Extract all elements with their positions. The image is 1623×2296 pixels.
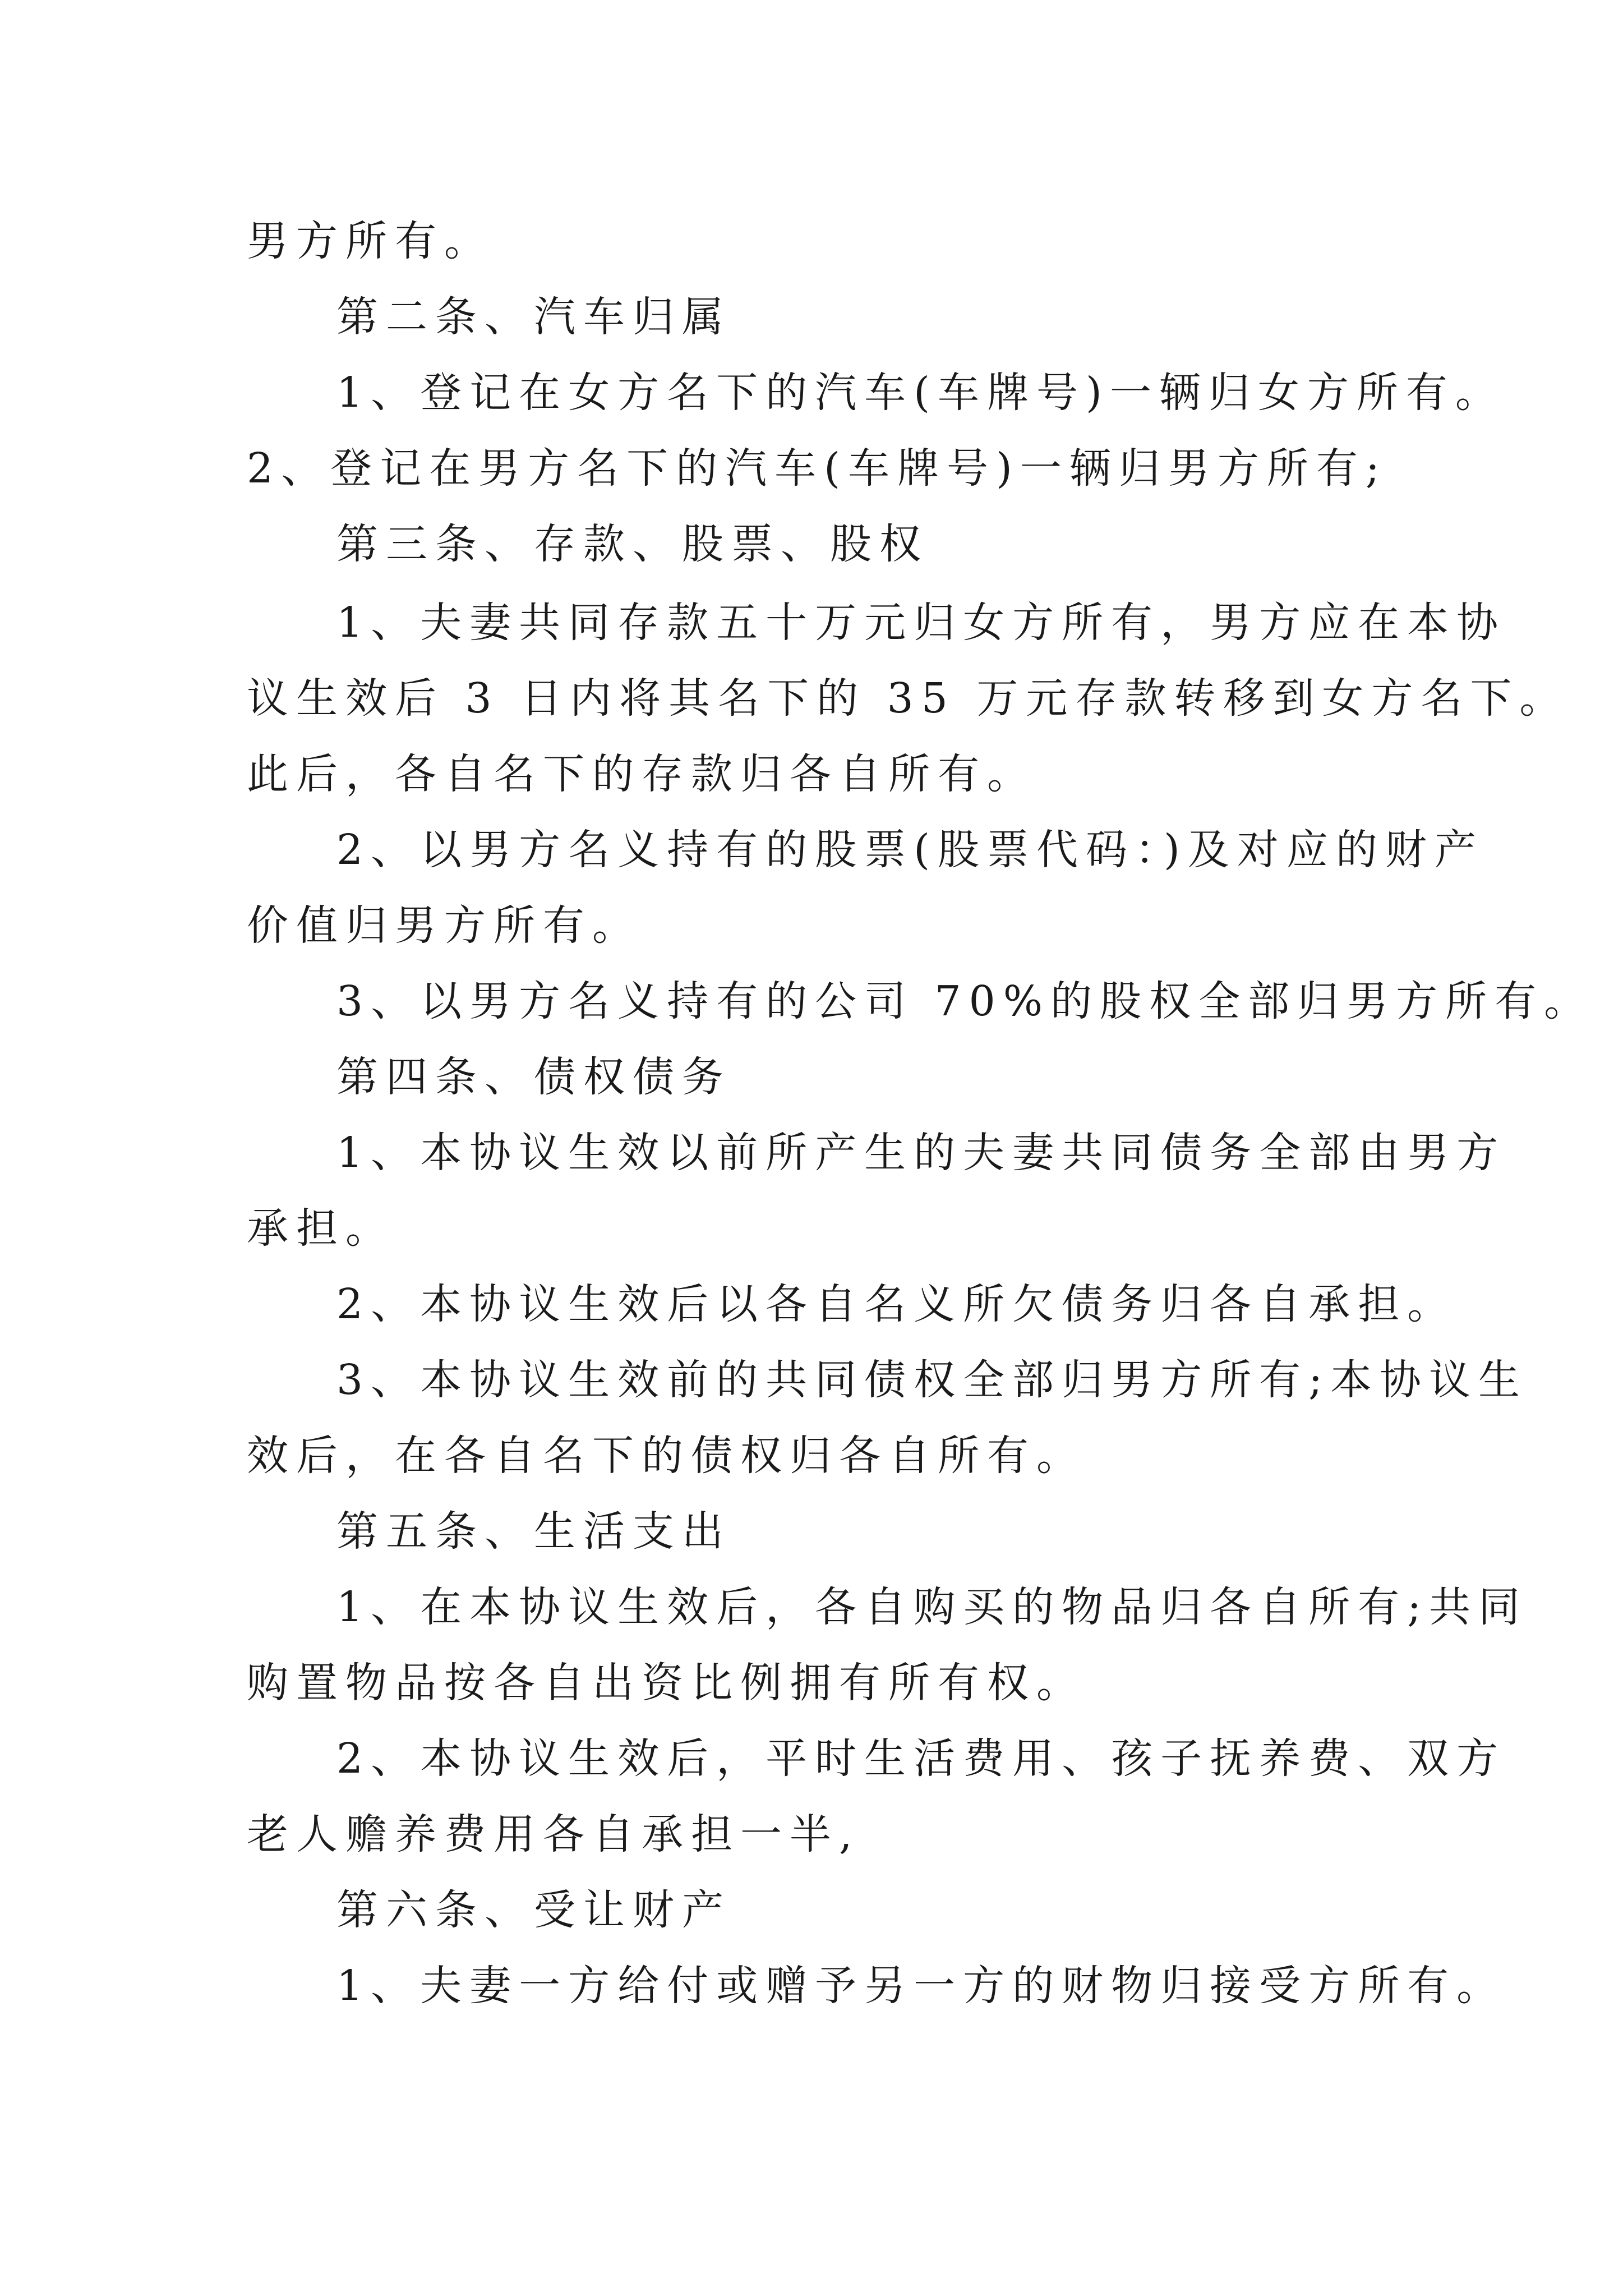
paragraph-line: 效后，在各自名下的债权归各自所有。 <box>247 1432 1086 1480</box>
section-heading: 第四条、债权债务 <box>336 1053 731 1101</box>
section-heading: 第五条、生活支出 <box>336 1507 731 1556</box>
paragraph-line: 3、以男方名义持有的公司 70%的股权全部归男方所有。 <box>336 977 1594 1025</box>
paragraph-line: 3、本协议生效前的共同债权全部归男方所有;本协议生 <box>336 1356 1528 1404</box>
paragraph-line: 1、夫妻共同存款五十万元归女方所有，男方应在本协 <box>336 599 1506 647</box>
section-heading: 第三条、存款、股票、股权 <box>336 520 929 568</box>
paragraph-line: 购置物品按各自出资比例拥有所有权。 <box>247 1659 1086 1707</box>
paragraph-line: 1、在本协议生效后，各自购买的物品归各自所有;共同 <box>336 1583 1528 1631</box>
paragraph-line: 2、登记在男方名下的汽车(车牌号)一辆归男方所有; <box>247 444 1387 493</box>
paragraph-line: 承担。 <box>247 1204 395 1253</box>
section-heading: 第六条、受让财产 <box>336 1886 731 1934</box>
paragraph-line: 1、夫妻一方给付或赠予另一方的财物归接受方所有。 <box>336 1962 1506 2010</box>
paragraph-line: 老人赡养费用各自承担一半, <box>247 1810 860 1858</box>
paragraph-line: 此后，各自名下的存款归各自所有。 <box>247 750 1036 798</box>
paragraph-line: 1、登记在女方名下的汽车(车牌号)一辆归女方所有。 <box>336 369 1505 417</box>
paragraph-line: 2、本协议生效后，平时生活费用、孩子抚养费、双方 <box>336 1734 1506 1783</box>
paragraph-line: 1、本协议生效以前所产生的夫妻共同债务全部由男方 <box>336 1129 1506 1177</box>
paragraph-line: 议生效后 3 日内将其名下的 35 万元存款转移到女方名下。 <box>247 674 1569 723</box>
paragraph-line: 2、以男方名义持有的股票(股票代码：)及对应的财产 <box>336 826 1484 874</box>
paragraph-line: 男方所有。 <box>247 217 494 265</box>
section-heading: 第二条、汽车归属 <box>336 293 731 341</box>
paragraph-line: 价值归男方所有。 <box>247 901 642 950</box>
paragraph-line: 2、本协议生效后以各自名义所欠债务归各自承担。 <box>336 1280 1457 1328</box>
